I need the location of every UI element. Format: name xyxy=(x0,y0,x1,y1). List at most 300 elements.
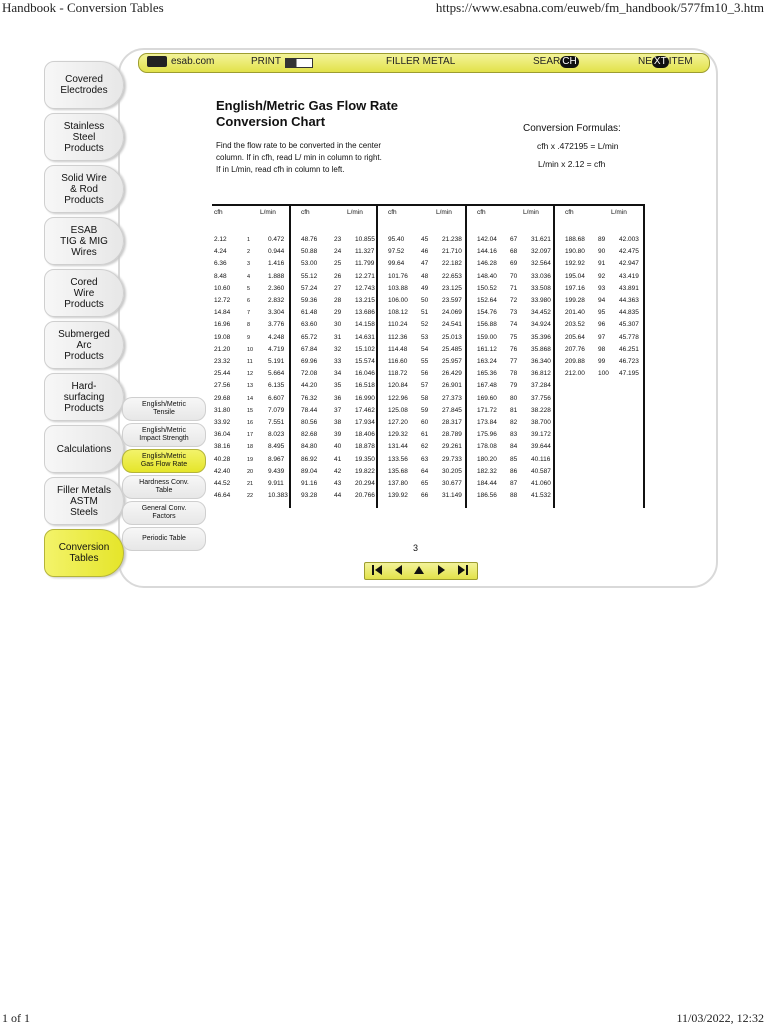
lmin-value: 33.980 xyxy=(531,297,551,304)
cfh-value: 108.12 xyxy=(388,309,408,317)
table-row xyxy=(477,368,549,380)
sidenav-hardsurfacing[interactable]: Hard- surfacing Products xyxy=(44,373,124,421)
table-row xyxy=(388,234,462,246)
header-lmin: L/min xyxy=(260,209,276,216)
center-value: 49 xyxy=(421,284,429,292)
center-value: 18 xyxy=(247,444,254,451)
first-page-icon[interactable] xyxy=(366,562,388,578)
sidenav-covered-electrodes[interactable]: Covered Electrodes xyxy=(44,61,124,109)
sidenav-solid-wire[interactable]: Solid Wire & Rod Products xyxy=(44,165,124,213)
table-row xyxy=(214,332,286,344)
table-row xyxy=(301,405,373,417)
cfh-value: 27.56 xyxy=(214,382,231,390)
table-row xyxy=(388,429,462,441)
cfh-value: 55.12 xyxy=(301,272,318,280)
table-row xyxy=(214,466,286,478)
center-value: 27 xyxy=(334,284,342,292)
table-row xyxy=(388,393,462,405)
print-button[interactable]: PRINT xyxy=(251,56,281,67)
table-row xyxy=(477,356,549,368)
center-value: 4 xyxy=(247,273,251,280)
table-row xyxy=(301,234,373,246)
cfh-value: 148.40 xyxy=(477,272,497,280)
cfh-value: 12.72 xyxy=(214,297,231,304)
center-value: 36 xyxy=(334,394,342,402)
center-value: 58 xyxy=(421,394,429,402)
cfh-value: 53.00 xyxy=(301,260,318,268)
cfh-value: 144.16 xyxy=(477,248,497,256)
table-row xyxy=(301,417,373,429)
table-row xyxy=(565,283,637,295)
cfh-value: 65.72 xyxy=(301,333,318,341)
lmin-value: 43.891 xyxy=(619,284,639,292)
lmin-value: 11.799 xyxy=(355,260,375,268)
lmin-value: 25.957 xyxy=(442,358,462,365)
lmin-value: 8.495 xyxy=(268,443,285,451)
cfh-value: 40.28 xyxy=(214,455,231,463)
center-value: 29 xyxy=(334,309,342,317)
cfh-value: 165.36 xyxy=(477,370,497,378)
cfh-value: 207.76 xyxy=(565,345,585,353)
cfh-value: 199.28 xyxy=(565,297,585,304)
cfh-value: 19.08 xyxy=(214,333,231,341)
center-value: 64 xyxy=(421,467,429,475)
cfh-value: 135.68 xyxy=(388,467,408,475)
lmin-value: 25.485 xyxy=(442,345,462,353)
cfh-value: 146.28 xyxy=(477,260,497,268)
center-value: 61 xyxy=(421,431,429,439)
cfh-value: 16.96 xyxy=(214,321,231,329)
instructions: Find the flow rate to be converted in the center column. If in cfh, read L/ min in column to right. If in L/min, read cfh in column to left. xyxy=(216,141,382,174)
esab-logo-icon[interactable] xyxy=(147,56,167,67)
table-row xyxy=(214,234,286,246)
center-value: 51 xyxy=(421,309,429,317)
center-value: 48 xyxy=(421,272,429,280)
center-value: 60 xyxy=(421,419,429,426)
cfh-value: 120.84 xyxy=(388,382,408,390)
table-row xyxy=(214,368,286,380)
lmin-value: 39.172 xyxy=(531,431,551,439)
header-lmin: L/min xyxy=(523,209,539,216)
center-value: 9 xyxy=(247,334,251,341)
table-row xyxy=(565,332,637,344)
lmin-value: 32.564 xyxy=(531,260,551,268)
center-value: 17 xyxy=(247,432,254,439)
cfh-value: 103.88 xyxy=(388,284,408,292)
table-row xyxy=(214,295,286,307)
center-value: 87 xyxy=(510,480,518,487)
table-row xyxy=(388,258,462,270)
center-value: 5 xyxy=(247,285,251,292)
center-value: 69 xyxy=(510,260,518,268)
cfh-value: 139.92 xyxy=(388,492,408,500)
previous-page-icon[interactable] xyxy=(388,562,410,578)
cfh-value: 106.00 xyxy=(388,297,408,304)
cfh-value: 48.76 xyxy=(301,236,318,243)
cfh-value: 10.60 xyxy=(214,284,231,292)
cfh-value: 118.72 xyxy=(388,370,408,378)
lmin-value: 2.832 xyxy=(268,297,285,304)
center-value: 30 xyxy=(334,321,342,329)
lmin-value: 26.429 xyxy=(442,370,462,378)
lmin-value: 40.116 xyxy=(531,455,551,463)
lmin-value: 37.284 xyxy=(531,382,551,390)
center-value: 90 xyxy=(598,248,606,256)
table-row xyxy=(301,246,373,258)
sidenav-submerged-arc[interactable]: Submerged Arc Products xyxy=(44,321,124,369)
table-row xyxy=(301,344,373,356)
center-value: 41 xyxy=(334,455,342,463)
header-cfh: cfh xyxy=(301,209,310,216)
lmin-value: 5.191 xyxy=(268,358,285,365)
subnav-gas-flow-rate[interactable]: English/Metric Gas Flow Rate xyxy=(122,449,206,473)
center-value: 85 xyxy=(510,455,518,463)
table-row xyxy=(565,344,637,356)
lmin-value: 18.878 xyxy=(355,443,375,451)
cfh-value: 82.68 xyxy=(301,431,318,439)
table-row xyxy=(388,319,462,331)
cfh-value: 192.92 xyxy=(565,260,585,268)
lmin-value: 16.518 xyxy=(355,382,375,390)
next-page-icon[interactable] xyxy=(430,562,452,578)
lmin-value: 7.079 xyxy=(268,406,285,414)
table-row xyxy=(214,429,286,441)
lmin-value: 44.363 xyxy=(619,297,639,304)
lmin-value: 12.743 xyxy=(355,284,375,292)
lmin-value: 12.271 xyxy=(355,272,375,280)
center-value: 74 xyxy=(510,321,518,329)
cfh-value: 8.48 xyxy=(214,272,227,280)
cfh-value: 201.40 xyxy=(565,309,585,317)
center-value: 34 xyxy=(334,370,342,378)
cfh-value: 72.08 xyxy=(301,370,318,378)
header-cfh: cfh xyxy=(388,209,397,216)
lmin-value: 10.855 xyxy=(355,236,375,243)
table-row xyxy=(477,295,549,307)
cfh-value: 67.84 xyxy=(301,345,318,353)
lmin-value: 33.036 xyxy=(531,272,551,280)
table-row xyxy=(214,490,286,502)
center-value: 19 xyxy=(247,456,254,463)
cfh-value: 59.36 xyxy=(301,297,318,304)
table-row xyxy=(388,295,462,307)
lmin-value: 22.653 xyxy=(442,272,462,280)
table-row xyxy=(477,393,549,405)
cfh-value: 95.40 xyxy=(388,236,405,243)
formula-lmin-to-cfh: L/min x 2.12 = cfh xyxy=(538,159,606,169)
lmin-value: 45.778 xyxy=(619,333,639,341)
table-row xyxy=(214,478,286,490)
column-divider xyxy=(376,204,378,508)
table-row xyxy=(565,258,637,270)
lmin-value: 17.462 xyxy=(355,406,375,414)
center-value: 7 xyxy=(247,310,251,317)
table-row xyxy=(301,356,373,368)
cfh-value: 38.16 xyxy=(214,443,231,451)
lmin-value: 46.251 xyxy=(619,345,639,353)
cfh-value: 173.84 xyxy=(477,419,497,426)
header-cfh: cfh xyxy=(214,209,223,216)
lmin-value: 21.710 xyxy=(442,248,462,256)
sidenav-calculations[interactable]: Calculations xyxy=(44,425,124,473)
lmin-value: 14.158 xyxy=(355,321,375,329)
lmin-value: 21.238 xyxy=(442,236,462,243)
center-value: 47 xyxy=(421,260,429,268)
center-value: 33 xyxy=(334,358,342,365)
center-value: 11 xyxy=(247,359,253,365)
center-value: 15 xyxy=(247,407,254,414)
cfh-value: 209.88 xyxy=(565,358,585,365)
center-value: 35 xyxy=(334,382,342,390)
up-icon[interactable] xyxy=(408,562,430,578)
lmin-value: 33.508 xyxy=(531,284,551,292)
table-row xyxy=(214,393,286,405)
cfh-value: 99.64 xyxy=(388,260,405,268)
table-row xyxy=(214,319,286,331)
header-lmin: L/min xyxy=(347,209,363,216)
cfh-value: 171.72 xyxy=(477,406,497,414)
printer-icon[interactable] xyxy=(285,58,313,68)
page-count: 1 of 1 xyxy=(2,1011,30,1025)
lmin-value: 29.261 xyxy=(442,443,462,451)
cfh-value: 129.32 xyxy=(388,431,408,439)
cfh-value: 44.52 xyxy=(214,480,231,487)
last-page-icon[interactable] xyxy=(452,562,474,578)
table-row xyxy=(565,368,637,380)
cfh-value: 175.96 xyxy=(477,431,497,439)
cfh-value: 50.88 xyxy=(301,248,318,256)
center-value: 65 xyxy=(421,480,429,487)
center-value: 42 xyxy=(334,467,342,475)
lmin-value: 8.967 xyxy=(268,455,285,463)
table-row xyxy=(565,319,637,331)
lmin-value: 47.195 xyxy=(619,370,639,378)
filler-metal-button[interactable]: FILLER METAL xyxy=(386,56,456,67)
table-row xyxy=(214,307,286,319)
header-lmin: L/min xyxy=(436,209,452,216)
center-value: 98 xyxy=(598,345,606,353)
center-value: 78 xyxy=(510,370,518,378)
browser-url[interactable]: https://www.esabna.com/euweb/fm_handbook/577fm10_3.htm xyxy=(435,0,764,15)
lmin-value: 27.845 xyxy=(442,406,462,414)
center-value: 3 xyxy=(247,261,251,268)
sidenav-tig-mig-wires[interactable]: ESAB TIG & MIG Wires xyxy=(44,217,124,265)
cfh-value: 131.44 xyxy=(388,443,408,451)
table-row xyxy=(477,271,549,283)
cfh-value: 110.24 xyxy=(388,321,408,329)
cfh-value: 184.44 xyxy=(477,480,497,487)
subnav-tensile[interactable]: English/Metric Tensile xyxy=(122,397,206,421)
cfh-value: 161.12 xyxy=(477,345,497,353)
center-value: 28 xyxy=(334,297,342,304)
table-row xyxy=(301,478,373,490)
subnav-periodic-table[interactable]: Periodic Table xyxy=(122,527,206,551)
lmin-value: 30.205 xyxy=(442,467,462,475)
lmin-value: 11.327 xyxy=(355,248,375,256)
table-row xyxy=(477,258,549,270)
table-row xyxy=(565,271,637,283)
center-value: 93 xyxy=(598,284,606,292)
subnav-hardness[interactable]: Hardness Conv. Table xyxy=(122,475,206,499)
lmin-value: 1.888 xyxy=(268,272,285,280)
esab-link[interactable]: esab.com xyxy=(171,56,215,67)
table-row xyxy=(565,356,637,368)
sidenav-filler-metals-astm[interactable]: Filler Metals ASTM Steels xyxy=(44,477,124,525)
center-value: 46 xyxy=(421,248,429,256)
table-row xyxy=(477,454,549,466)
header-lmin: L/min xyxy=(611,209,627,216)
column-divider xyxy=(553,204,555,508)
cfh-value: 61.48 xyxy=(301,309,318,317)
lmin-value: 27.373 xyxy=(442,394,462,402)
table-row xyxy=(301,271,373,283)
lmin-value: 28.317 xyxy=(442,419,462,426)
table-row xyxy=(388,441,462,453)
lmin-value: 34.452 xyxy=(531,309,551,317)
center-value: 84 xyxy=(510,443,518,451)
center-value: 56 xyxy=(421,370,429,378)
center-value: 50 xyxy=(421,297,429,304)
column-divider xyxy=(643,204,645,508)
lmin-value: 30.677 xyxy=(442,480,462,487)
lmin-value: 34.924 xyxy=(531,321,551,329)
lmin-value: 14.631 xyxy=(355,333,375,341)
cfh-value: 205.64 xyxy=(565,333,585,341)
lmin-value: 16.046 xyxy=(355,370,375,378)
lmin-value: 19.822 xyxy=(355,467,375,475)
lmin-value: 23.597 xyxy=(442,297,462,304)
center-value: 40 xyxy=(334,443,342,451)
center-value: 97 xyxy=(598,333,606,341)
table-row xyxy=(565,234,637,246)
center-value: 26 xyxy=(334,272,342,280)
table-row xyxy=(214,344,286,356)
center-value: 80 xyxy=(510,394,518,402)
center-value: 21 xyxy=(247,481,254,487)
center-value: 1 xyxy=(247,237,251,243)
center-value: 10 xyxy=(247,346,254,353)
cfh-value: 6.36 xyxy=(214,260,227,268)
cfh-value: 46.64 xyxy=(214,492,231,500)
center-value: 16 xyxy=(247,420,254,426)
center-value: 99 xyxy=(598,358,606,365)
lmin-value: 0.472 xyxy=(268,236,285,243)
lmin-value: 13.215 xyxy=(355,297,375,304)
lmin-value: 6.607 xyxy=(268,394,285,402)
center-value: 66 xyxy=(421,492,429,500)
cfh-value: 152.64 xyxy=(477,297,497,304)
search-button[interactable]: SEAR CH xyxy=(533,56,577,67)
table-row xyxy=(477,307,549,319)
table-row xyxy=(214,283,286,295)
table-row xyxy=(477,283,549,295)
center-value: 77 xyxy=(510,358,518,365)
table-row xyxy=(388,478,462,490)
sidenav-stainless-steel[interactable]: Stainless Steel Products xyxy=(44,113,124,161)
center-value: 79 xyxy=(510,382,518,390)
next-item-button[interactable]: NE XT ITEM xyxy=(638,56,693,67)
lmin-value: 18.406 xyxy=(355,431,375,439)
lmin-value: 45.307 xyxy=(619,321,639,329)
table-row xyxy=(301,258,373,270)
center-value: 55 xyxy=(421,358,429,365)
lmin-value: 10.383 xyxy=(268,492,288,500)
lmin-value: 5.664 xyxy=(268,370,285,378)
center-value: 92 xyxy=(598,272,606,280)
lmin-value: 35.868 xyxy=(531,345,551,353)
search-badge: CH xyxy=(562,56,577,67)
cfh-value: 91.16 xyxy=(301,480,318,487)
sidenav-conversion-tables[interactable]: Conversion Tables xyxy=(44,529,124,577)
lmin-value: 22.182 xyxy=(442,260,462,268)
table-row xyxy=(388,490,462,502)
table-row xyxy=(388,380,462,392)
table-row xyxy=(565,295,637,307)
print-datetime: 11/03/2022, 12:32 xyxy=(676,1011,764,1025)
cfh-value: 142.04 xyxy=(477,236,497,243)
table-row xyxy=(301,307,373,319)
cfh-value: 133.56 xyxy=(388,455,408,463)
lmin-value: 44.835 xyxy=(619,309,639,317)
table-row xyxy=(301,393,373,405)
cfh-value: 69.96 xyxy=(301,358,318,365)
table-row xyxy=(301,295,373,307)
cfh-value: 84.80 xyxy=(301,443,318,451)
center-value: 96 xyxy=(598,321,606,329)
table-row xyxy=(477,405,549,417)
lmin-value: 4.719 xyxy=(268,345,285,353)
center-value: 38 xyxy=(334,419,342,426)
table-row xyxy=(477,466,549,478)
subnav-impact-strength[interactable]: English/Metric Impact Strength xyxy=(122,423,206,447)
subnav-general-factors[interactable]: General Conv. Factors xyxy=(122,501,206,525)
lmin-value: 3.304 xyxy=(268,309,285,317)
lmin-value: 20.766 xyxy=(355,492,375,500)
lmin-value: 3.776 xyxy=(268,321,285,329)
center-value: 8 xyxy=(247,322,251,329)
formula-cfh-to-lmin: cfh x .472195 = L/min xyxy=(537,141,619,151)
page-number: 3 xyxy=(413,543,419,553)
lmin-value: 26.901 xyxy=(442,382,462,390)
center-value: 37 xyxy=(334,406,342,414)
center-value: 72 xyxy=(510,297,518,304)
lmin-value: 35.396 xyxy=(531,333,551,341)
lmin-value: 7.551 xyxy=(268,419,285,426)
center-value: 67 xyxy=(510,236,518,243)
center-value: 45 xyxy=(421,236,429,243)
cfh-value: 190.80 xyxy=(565,248,585,256)
table-row xyxy=(214,356,286,368)
table-row xyxy=(477,319,549,331)
center-value: 75 xyxy=(510,333,518,341)
sidenav-cored-wire[interactable]: Cored Wire Products xyxy=(44,269,124,317)
cfh-value: 156.88 xyxy=(477,321,497,329)
cfh-value: 122.96 xyxy=(388,394,408,402)
table-row xyxy=(388,332,462,344)
header-cfh: cfh xyxy=(565,209,574,216)
center-value: 59 xyxy=(421,406,429,414)
table-row xyxy=(388,246,462,258)
center-value: 73 xyxy=(510,309,518,317)
lmin-value: 36.812 xyxy=(531,370,551,378)
table-row xyxy=(388,271,462,283)
lmin-value: 39.644 xyxy=(531,443,551,451)
center-value: 53 xyxy=(421,333,429,341)
formulas-heading: Conversion Formulas: xyxy=(523,123,621,134)
cfh-value: 86.92 xyxy=(301,455,318,463)
cfh-value: 159.00 xyxy=(477,333,497,341)
center-value: 76 xyxy=(510,345,518,353)
